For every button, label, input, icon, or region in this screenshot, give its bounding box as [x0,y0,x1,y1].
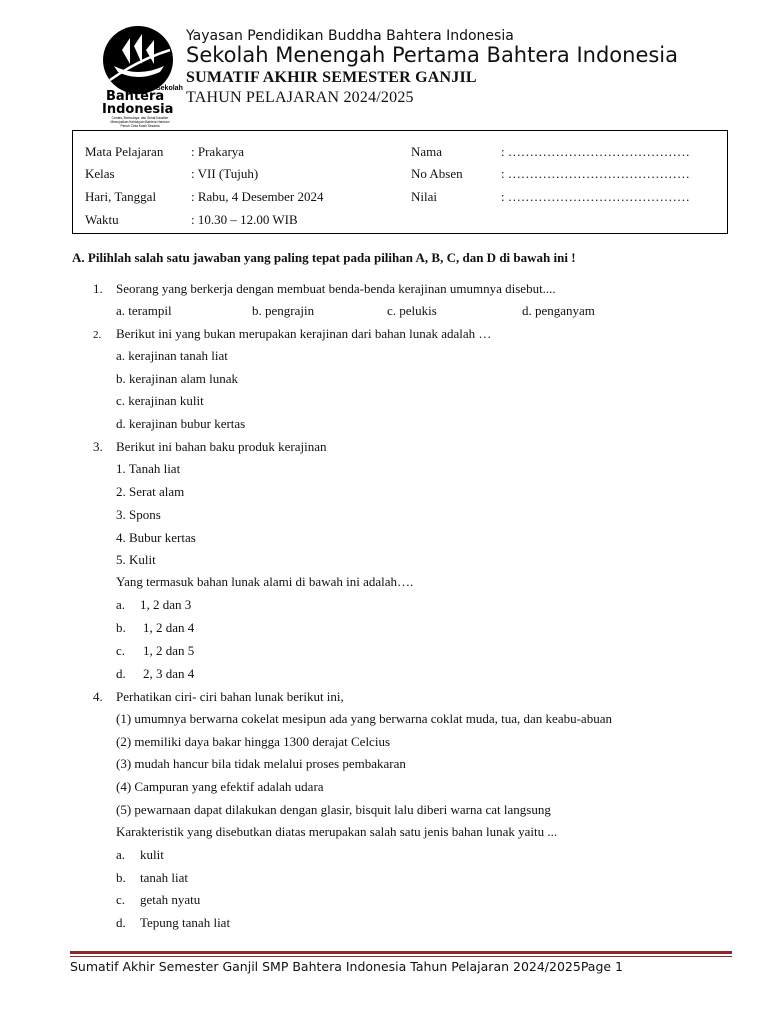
option-a[interactable]: kulit [140,847,164,862]
page-footer: Sumatif Akhir Semester Ganjil SMP Bahtera Indonesia Tahun Pelajaran 2024/2025Page 1 [70,959,624,974]
option-d[interactable]: 2, 3 dan 4 [143,666,195,681]
list-item: (5) pewarnaan dapat dilakukan dengan glasir, bisquit lalu diberi warna cat langsung [116,802,551,817]
question-number: 1. [93,281,103,296]
question-number: 2. [93,329,102,341]
logo-motto-2: Mewujudkan Kehidupan Bahtera Harmoni [110,120,170,124]
list-item: (3) mudah hancur bila tidak melalui proses pembakaran [116,756,406,771]
option-a[interactable]: 1, 2 dan 3 [140,597,192,612]
list-item: 1. Tanah liat [116,461,181,476]
option-letter: b. [116,620,126,635]
option-letter: c. [116,643,126,658]
info-label: Nilai [411,189,437,204]
info-label: Hari, Tanggal [85,189,157,204]
info-row [73,189,727,211]
option-c[interactable]: 1, 2 dan 5 [143,643,195,658]
info-label: No Absen [411,166,463,181]
info-row [73,166,727,188]
question-3-prompt: Yang termasuk bahan lunak alami di bawah ini adalah…. [116,574,414,589]
info-value: : Prakarya [191,144,245,159]
section-a-instructions: A. Pilihlah salah satu jawaban yang paling tepat pada pilihan A, B, C, dan D di bawah ini ! [72,250,576,265]
question-4-text: Perhatikan ciri- ciri bahan lunak berikut ini, [116,689,344,704]
question-1-text: Seorang yang berkerja dengan membuat benda-benda kerajinan umumnya disebut.... [116,281,556,296]
question-4-prompt: Karakteristik yang disebutkan diatas merupakan salah satu jenis bahan lunak yaitu ... [116,824,558,839]
logo-top-text: Sekolah [156,85,183,92]
info-label: Nama [411,144,443,159]
list-item: (4) Campuran yang efektif adalah udara [116,779,324,794]
list-item: 4. Bubur kertas [116,530,196,545]
option-letter: d. [116,915,126,930]
info-value: : 10.30 – 12.00 WIB [191,212,298,227]
footer-rule [70,951,732,954]
option-b[interactable]: 1, 2 dan 4 [143,620,195,635]
list-item: 5. Kulit [116,552,156,567]
option-d[interactable]: Tepung tanah liat [140,915,231,930]
info-row [73,144,727,166]
option-b[interactable]: b. pengrajin [252,303,315,318]
option-c[interactable]: getah nyatu [140,892,201,907]
option-b[interactable]: tanah liat [140,870,189,885]
option-d[interactable]: d. kerajinan bubur kertas [116,416,246,431]
option-a[interactable]: a. kerajinan tanah liat [116,348,228,363]
info-row [73,212,727,234]
question-2-text: Berikut ini yang bukan merupakan kerajinan dari bahan lunak adalah … [116,326,492,341]
option-c[interactable]: c. kerajinan kulit [116,393,204,408]
name-field[interactable]: : …………………………………… [501,144,690,159]
exam-title: SUMATIF AKHIR SEMESTER GANJIL [186,69,477,86]
grade-field[interactable]: : …………………………………… [501,189,690,204]
option-c[interactable]: c. pelukis [387,303,437,318]
logo-motto-3: Penuh Cinta Kasih Sesama [120,124,160,128]
absen-field[interactable]: : …………………………………… [501,166,690,181]
question-number: 4. [93,689,103,704]
option-d[interactable]: d. penganyam [522,303,595,318]
option-letter: a. [116,847,126,862]
info-value: : VII (Tujuh) [191,166,259,181]
info-value: : Rabu, 4 Desember 2024 [191,189,324,204]
option-b[interactable]: b. kerajinan alam lunak [116,371,239,386]
student-info-box [72,130,728,234]
option-letter: b. [116,870,126,885]
info-label: Waktu [85,212,119,227]
list-item: 2. Serat alam [116,484,185,499]
option-letter: a. [116,597,126,612]
info-label: Mata Pelajaran [85,144,164,159]
info-label: Kelas [85,166,115,181]
logo-name-1: Bahtera [106,89,165,104]
logo-motto-1: Cerdas, Berbudaya, dan Sehat Karakter [111,116,169,120]
list-item: 3. Spons [116,507,161,522]
list-item: (2) memiliki daya bakar hingga 1300 derajat Celcius [116,734,390,749]
option-letter: d. [116,666,126,681]
school-name: Sekolah Menengah Pertama Bahtera Indonesia [186,43,679,67]
logo-name-2: Indonesia [102,102,174,117]
question-number: 3. [93,439,103,454]
academic-year: TAHUN PELAJARAN 2024/2025 [186,89,414,106]
option-a[interactable]: a. terampil [116,303,172,318]
school-logo [100,20,183,132]
foundation-name: Yayasan Pendidikan Buddha Bahtera Indonesia [186,28,514,44]
option-letter: c. [116,892,126,907]
list-item: (1) umumnya berwarna cokelat mesipun ada yang berwarna coklat muda, tua, dan keabu-abuan [116,711,612,726]
question-3-text: Berikut ini bahan baku produk kerajinan [116,439,327,454]
footer-rule-thin [70,956,732,957]
